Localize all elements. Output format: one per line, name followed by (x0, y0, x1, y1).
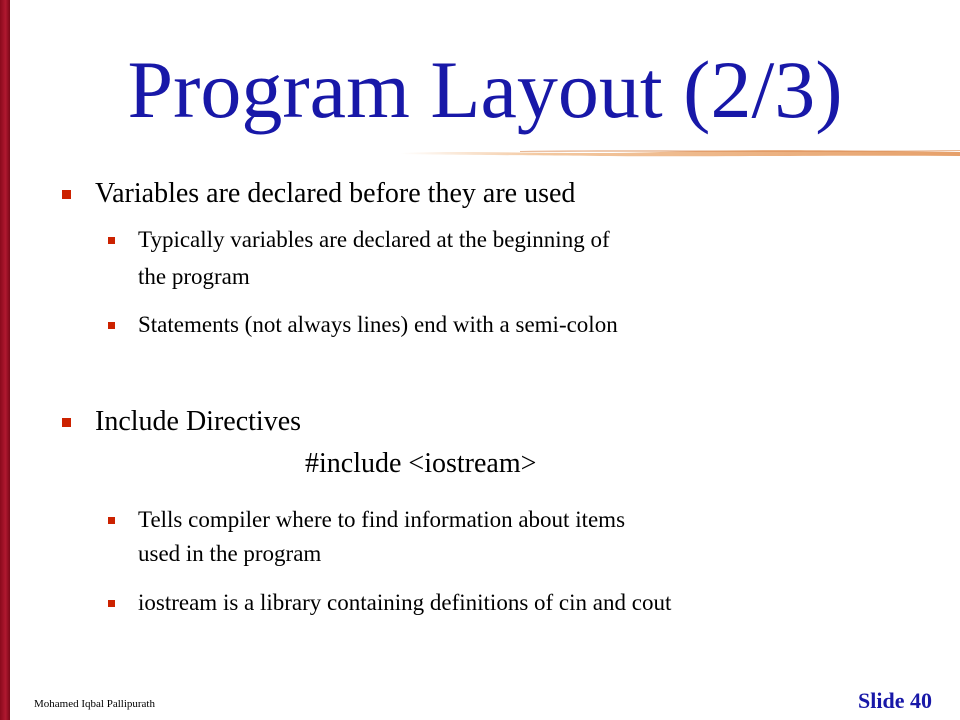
sub-bullet-marker (108, 322, 115, 329)
bullet-marker (62, 190, 71, 199)
sub-bullet-marker (108, 517, 115, 524)
sub-bullet-marker (108, 600, 115, 607)
sub-bullet-typically-line2: the program (138, 264, 250, 289)
sub-bullet-iostream: iostream is a library containing definitions of cin and cout (138, 590, 672, 615)
sub-bullet-marker (108, 237, 115, 244)
footer-author: Mohamed Iqbal Pallipurath (34, 698, 155, 710)
title-underline-rule (400, 146, 960, 160)
sub-bullet-statements: Statements (not always lines) end with a semi-colon (138, 312, 618, 337)
sub-bullet-tells-line1: Tells compiler where to find information about items (138, 507, 626, 532)
bullet-marker (62, 418, 71, 427)
left-accent-bar (0, 0, 10, 720)
sub-bullet-tells-line2: used in the program (138, 541, 322, 566)
include-code-line: #include <iostream> (305, 448, 537, 479)
slide-number: Slide 40 (858, 688, 932, 713)
bullet-variables-declared: Variables are declared before they are used (95, 178, 576, 209)
sub-bullet-typically-line1: Typically variables are declared at the beginning of (138, 227, 610, 252)
bullet-include-directives: Include Directives (95, 406, 302, 437)
slide-title: Program Layout (2/3) (127, 44, 843, 135)
